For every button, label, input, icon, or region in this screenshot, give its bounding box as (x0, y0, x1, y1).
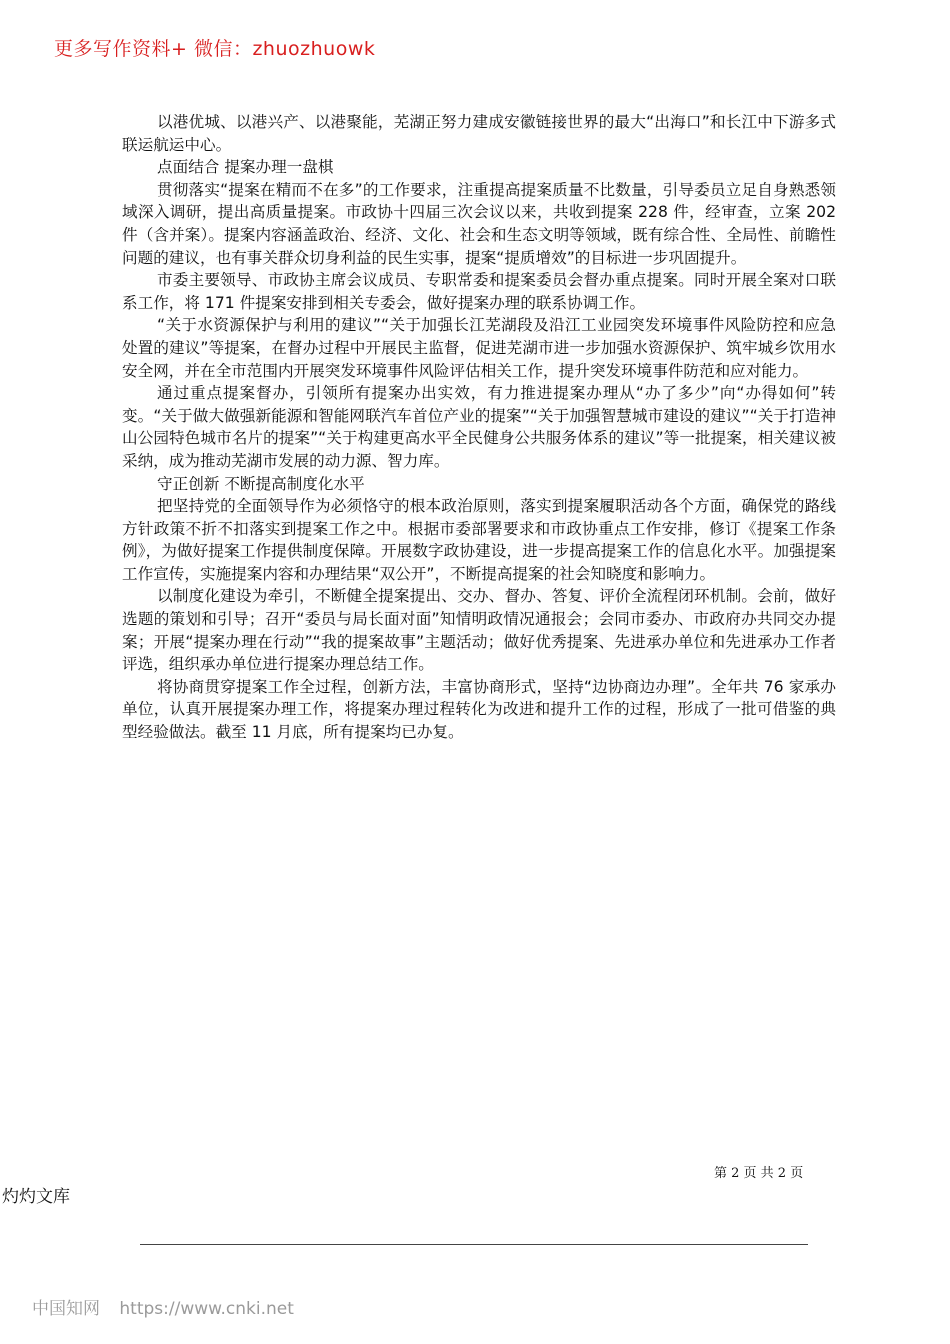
paragraph: “关于水资源保护与利用的建议”“关于加强长江芜湖段及沿江工业园突发环境事件风险防控和应急处置的建议”等提案，在督办过程中开展民主监督，促进芜湖市进一步加强水资源保护、筑牢城乡饮用水安全网，并在全市范围内开展突发环境事件风险评估相关工作，提升突发环境事件防范和应对能力。 (122, 316, 836, 380)
paragraph: 将协商贯穿提案工作全过程，创新方法，丰富协商形式，坚持“边协商边办理”。全年共 76 家承办单位，认真开展提案办理工作，将提案办理过程转化为改进和提升工作的过程，形成了一批可借鉴的典型经验做法。截至 11 月底，所有提案均已办复。 (122, 677, 836, 742)
promo-header[interactable]: 更多写作资料+ 微信：zhuozhuowk (54, 38, 376, 60)
paragraph: 以制度化建设为牵引，不断健全提案提出、交办、督办、答复、评价全流程闭环机制。会前，做好选题的策划和引导；召开“委员与局长面对面”知情明政情况通报会；会同市委办、市政府办共同交办提案；开展“提案办理在行动”“我的提案故事”主题活动；做好优秀提案、先进承办单位和先进承办工作者评选，组织承办单位进行提案办理总结工作。 (122, 587, 836, 674)
paragraph: 贯彻落实“提案在精而不在多”的工作要求，注重提高提案质量不比数量，引导委员立足自身熟悉领域深入调研，提出高质量提案。市政协十四届三次会议以来，共收到提案 228 件，经审查，立案 202 件（含并案）。提案内容涵盖政治、经济、文化、社会和生态文明等领域，既有综合性、全局性、前瞻性问题的建议，也有事关群众切身利益的民生实事，提案“提质增效”的目标进一步巩固提升。 (122, 180, 836, 267)
paragraph: 以港优城、以港兴产、以港聚能，芜湖正努力建成安徽链接世界的最大“出海口”和长江中下游多式联运航运中心。 (122, 113, 836, 154)
page-number: 第 2 页 共 2 页 (714, 1166, 804, 1181)
watermark-name: 中国知网 (32, 1299, 100, 1319)
library-name: 灼灼文库 (2, 1187, 70, 1207)
section-heading: 守正创新 不断提高制度化水平 (157, 474, 365, 493)
watermark (32, 1294, 294, 1319)
article-body (122, 111, 836, 744)
watermark-url: https://www.cnki.net (119, 1299, 294, 1319)
footer-divider (140, 1244, 808, 1245)
paragraph: 市委主要领导、市政协主席会议成员、专职常委和提案委员会督办重点提案。同时开展全案对口联系工作，将 171 件提案安排到相关专委会，做好提案办理的联系协调工作。 (122, 271, 836, 312)
paragraph: 通过重点提案督办，引领所有提案办出实效，有力推进提案办理从“办了多少”向“办得如何”转变。“关于做大做强新能源和智能网联汽车首位产业的提案”“关于加强智慧城市建设的建议”“关于打造神山公园特色城市名片的提案”“关于构建更高水平全民健身公共服务体系的建议”等一批提案，相关建议被采纳，成为推动芜湖市发展的动力源、智力库。 (122, 384, 836, 470)
paragraph: 把坚持党的全面领导作为必须恪守的根本政治原则，落实到提案履职活动各个方面，确保党的路线方针政策不折不扣落实到提案工作之中。根据市委部署要求和市政协重点工作安排，修订《提案工作条例》，为做好提案工作提供制度保障。开展数字政协建设，进一步提高提案工作的信息化水平。加强提案工作宣传，实施提案内容和办理结果“双公开”，不断提高提案的社会知晓度和影响力。 (122, 497, 836, 583)
section-heading: 点面结合 提案办理一盘棋 (157, 158, 334, 177)
